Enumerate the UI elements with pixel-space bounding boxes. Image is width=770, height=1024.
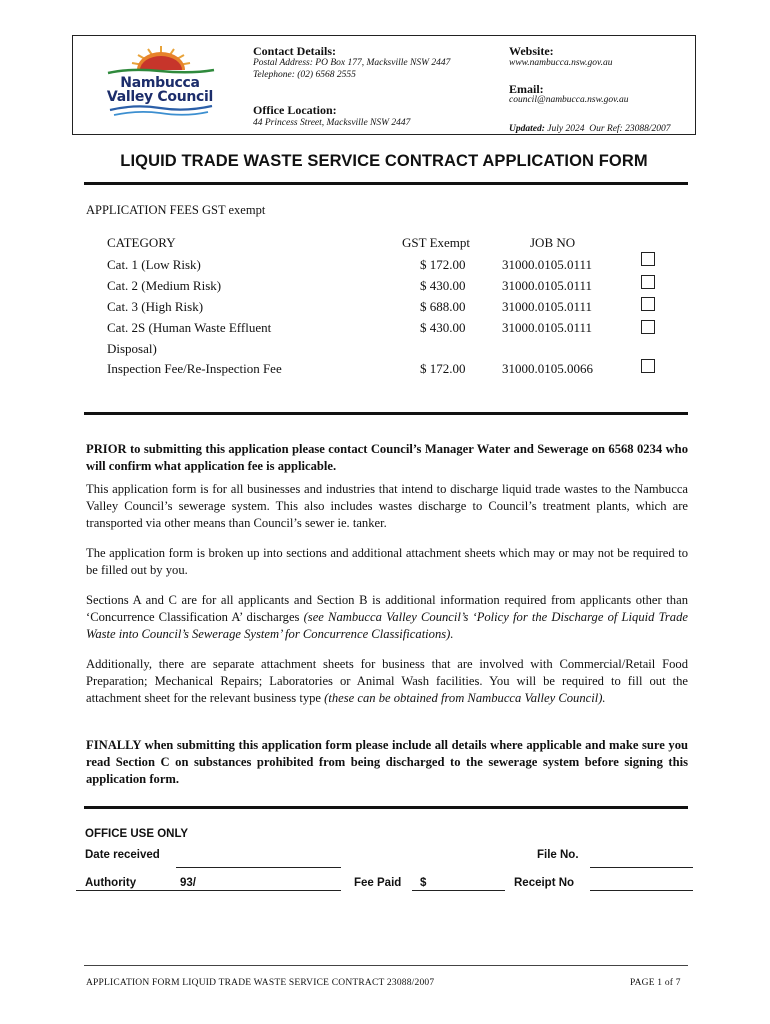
date-received-label: Date received xyxy=(85,849,160,861)
office-rule xyxy=(84,806,688,809)
fee-job-no: 31000.0105.0066 xyxy=(502,361,593,376)
fee-amount: $ 172.00 xyxy=(420,361,466,376)
authority-prefix: 93/ xyxy=(180,877,196,889)
fee-checkbox-cat2s[interactable] xyxy=(641,320,655,334)
authority-label: Authority xyxy=(85,877,137,889)
website-link[interactable]: www.nambucca.nsw.gov.au xyxy=(509,58,613,68)
page-number: PAGE 1 of 7 xyxy=(630,978,681,988)
fee-category: Cat. 2 (Medium Risk) xyxy=(107,278,222,293)
date-received-field[interactable] xyxy=(176,867,341,868)
fee-checkbox-cat2[interactable] xyxy=(641,275,655,289)
prior-notice: PRIOR to submitting this application please contact Council’s Manager Water and Sewerage on 6568 0234 who will confirm what application fee is applicable. xyxy=(86,442,688,473)
fee-job-no: 31000.0105.0111 xyxy=(502,299,593,314)
col-job-no: JOB NO xyxy=(530,235,576,250)
fees-rule xyxy=(84,412,688,415)
email-heading: Email: xyxy=(509,82,544,96)
fee-checkbox-cat1[interactable] xyxy=(641,252,655,266)
attachment-source: (these can be obtained from Nambucca Valley Council). xyxy=(324,691,606,705)
receipt-no-label: Receipt No xyxy=(514,877,575,889)
updated-label: Updated: xyxy=(509,124,545,134)
fee-amount: $ 430.00 xyxy=(420,278,466,293)
page-title: LIQUID TRADE WASTE SERVICE CONTRACT APPLICATION FORM xyxy=(120,152,648,170)
file-no-label: File No. xyxy=(537,849,579,861)
logo-line-1: Nambucca xyxy=(120,75,200,91)
fee-category: Cat. 1 (Low Risk) xyxy=(107,257,201,272)
footer-reference: APPLICATION FORM LIQUID TRADE WASTE SERVICE CONTRACT 23088/2007 xyxy=(86,978,435,988)
fee-category-cont: Disposal) xyxy=(107,341,157,356)
sections-paragraph: The application form is broken up into sections and additional attachment sheets which may or may not be required to be filled out by you. xyxy=(86,546,688,577)
intro-paragraph: This application form is for all businesses and industries that intend to discharge liquid trade wastes to the Nambucca Valley Council’s sewerage system. This also includes wastes discharge to Council’s treatment plants, which are transported via other means than Council’s sewer ie. tanker. xyxy=(86,482,688,530)
website-heading: Website: xyxy=(509,44,554,58)
fee-checkbox-cat3[interactable] xyxy=(641,297,655,311)
telephone: Telephone: (02) 6568 2555 xyxy=(253,70,356,80)
logo-wordmark xyxy=(98,76,222,104)
fee-checkbox-inspection[interactable] xyxy=(641,359,655,373)
fee-category: Inspection Fee/Re-Inspection Fee xyxy=(107,361,282,376)
updated-line xyxy=(509,118,670,136)
finally-notice: FINALLY when submitting this application form please include all details where applicable and make sure you read Section C on substances prohibited from being discharged to the sewerage system before signing this application form. xyxy=(86,738,688,786)
fee-paid-dollar: $ xyxy=(420,877,427,889)
email-link[interactable]: council@nambucca.nsw.gov.au xyxy=(509,95,629,105)
fee-amount: $ 430.00 xyxy=(420,320,466,335)
logo-line-2: Valley Council xyxy=(106,89,214,105)
fee-category: Cat. 3 (High Risk) xyxy=(107,299,204,314)
office-use-heading: OFFICE USE ONLY xyxy=(85,828,189,840)
sections-ac-paragraph xyxy=(86,592,688,643)
fee-amount: $ 172.00 xyxy=(420,257,466,272)
fee-paid-field[interactable] xyxy=(412,890,505,891)
office-heading: Office Location: xyxy=(253,103,337,117)
postal-address: Postal Address: PO Box 177, Macksville NSW 2447 xyxy=(253,58,451,68)
col-gst-exempt: GST Exempt xyxy=(402,235,471,250)
fee-job-no: 31000.0105.0111 xyxy=(502,257,593,272)
receipt-no-field[interactable] xyxy=(590,890,693,891)
col-category: CATEGORY xyxy=(107,235,176,250)
fee-job-no: 31000.0105.0111 xyxy=(502,278,593,293)
office-address: 44 Princess Street, Macksville NSW 2447 xyxy=(253,118,411,128)
fees-label: APPLICATION FEES GST exempt xyxy=(86,203,266,217)
footer-rule xyxy=(84,965,688,966)
fee-paid-label: Fee Paid xyxy=(354,877,402,889)
updated-value: July 2024 Our Ref: 23088/2007 xyxy=(544,124,671,134)
fee-category: Cat. 2S (Human Waste Effluent xyxy=(107,320,272,335)
attachment-paragraph xyxy=(86,656,688,707)
policy-reference: (see Nambucca Valley Council’s ‘Policy for the Discharge of Liquid Trade Waste into Council’s Sewerage System’ for Concurrence Classifications). xyxy=(86,610,688,641)
authority-field[interactable] xyxy=(76,890,341,891)
sections-ac-text: Sections A and C are for all applicants and Section B is additional information required from applicants other than ‘Concurrence Classification A’ discharges xyxy=(86,593,688,624)
fee-amount: $ 688.00 xyxy=(420,299,466,314)
title-rule xyxy=(84,182,688,185)
file-no-field[interactable] xyxy=(590,867,693,868)
fee-job-no: 31000.0105.0111 xyxy=(502,320,593,335)
contact-heading: Contact Details: xyxy=(253,44,336,58)
attachment-text: Additionally, there are separate attachment sheets for business that are involved with Commercial/Retail Food Preparation; Mechanical Repairs; Laboratories or Animal Wash facilities. You will be required to fill out the attachment sheet for the relevant business type xyxy=(86,657,688,705)
